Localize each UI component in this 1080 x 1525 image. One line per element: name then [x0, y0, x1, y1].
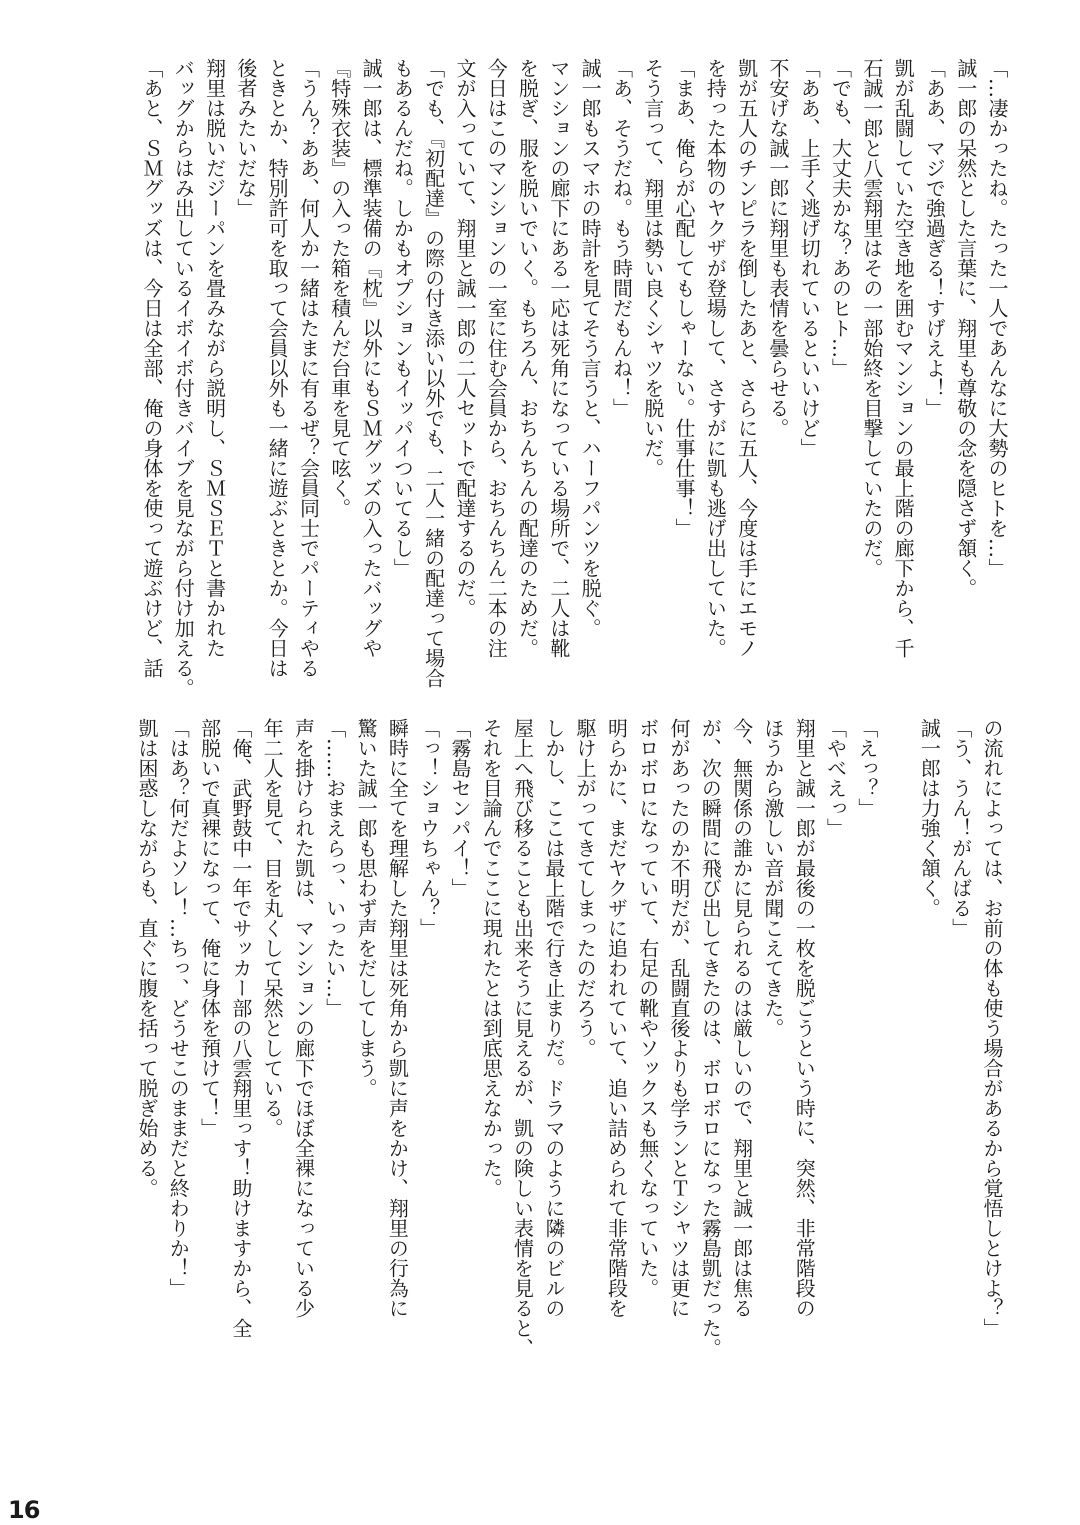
- text-line: 「うん？ああ、何人か一緒はたまに有るぜ？会員同士でパーティやる: [296, 58, 321, 678]
- text-line: 凱が五人のチンピラを倒したあと、さらに五人、今度は手にエモノ: [734, 58, 759, 658]
- text-line: もあるんだね。しかもオプションもイッパイついてるし」: [390, 58, 415, 578]
- page-number: 16: [8, 1496, 40, 1524]
- text-line: 不安げな誠一郎に翔里も表情を曇らせる。: [765, 58, 790, 438]
- text-line: 声を掛けられた凱は、マンションの廊下でほぼ全裸になっている少: [291, 718, 316, 1318]
- text-line: ときとか、特別許可を取って会員以外も一緒に遊ぶときとか。今日は: [265, 58, 290, 678]
- text-line: それを目論んでここに現れたとは到底思えなかった。: [479, 718, 504, 1198]
- text-line: 瞬時に全てを理解した翔里は死角から凱に声をかけ、翔里の行為に: [385, 718, 410, 1318]
- text-line: 誠一郎は力強く頷く。: [917, 718, 942, 918]
- text-line: 翔里は脱いだジーパンを畳みながら説明し、ＳＭＳＥＴと書かれた: [202, 58, 227, 658]
- text-line: 「えっ？」: [854, 718, 879, 818]
- text-line: バッグからはみ出しているイボイボ付きバイブを見ながら付け加える。: [171, 58, 196, 698]
- text-line: そう言って、翔里は勢い良くシャツを脱いだ。: [640, 58, 665, 478]
- text-line: 誠一郎の呆然とした言葉に、翔里も尊敬の念を隠さず頷く。: [953, 58, 978, 598]
- text-line: しかし、ここは最上階で行き止まりだ。ドラマのように隣のビルの: [541, 718, 566, 1318]
- text-block-top: [136, 58, 1012, 708]
- text-line: 駆け上がってきてしまったのだろう。: [573, 718, 598, 1058]
- text-line: 部脱いで真裸になって、俺に身体を預けて！」: [197, 718, 222, 1138]
- text-line: 誠一郎は、標準装備の『枕』以外にもＳＭグッズの入ったバッグや: [359, 58, 384, 658]
- text-line: が、次の瞬間に飛び出してきたのは、ボロボロになった霧島凱だった。: [698, 718, 723, 1358]
- text-line: を持った本物のヤクザが登場して、さすがに凱も逃げ出していた。: [703, 58, 728, 658]
- text-line: 「霧島センパイ！」: [447, 718, 472, 898]
- text-line: 「う、うん！がんばる」: [948, 718, 973, 938]
- text-line: 凱が乱闘していた空き地を囲むマンションの最上階の廊下から、千: [891, 58, 916, 658]
- text-line: を脱ぎ、服を脱いでいく。もちろん、おちんちんの配達のためだ。: [515, 58, 540, 658]
- text-line: 翔里と誠一郎が最後の一枚を脱ごうという時に、突然、非常階段の: [792, 718, 817, 1318]
- text-line: 「でも、『初配達』の際の付き添い以外でも、二人一緒の配達って場合: [421, 58, 446, 688]
- text-line: 「っ！ショウちゃん？」: [416, 718, 441, 938]
- text-line: 「…凄かったね。たった一人であんなに大勢のヒトを…」: [985, 58, 1009, 578]
- text-line: 「俺、武野鼓中一年でサッカー部の八雲翔里っす！助けますから、全: [228, 718, 253, 1338]
- text-line: 「ああ、マジで強過ぎる！すげえよ！」: [922, 58, 947, 418]
- text-line: 誠一郎もスマホの時計を見てそう言うと、ハーフパンツを脱ぐ。: [578, 58, 603, 638]
- text-line: 今、無関係の誰かに見られるのは厳しいので、翔里と誠一郎は焦る: [729, 718, 754, 1318]
- text-line: 「でも、大丈夫かな？あのヒト…」: [828, 58, 853, 378]
- text-line: 「あ、そうだね。もう時間だもんね！」: [609, 58, 634, 418]
- text-line: 後者みたいだな」: [233, 58, 258, 218]
- text-line: 「はあ？何だよソレ！…ちっ、どうせこのままだと終わりか！」: [166, 718, 191, 1298]
- text-line: 年二人を見て、目を丸くして呆然としている。: [260, 718, 285, 1138]
- text-line: 「あと、ＳＭグッズは、今日は全部、俺の身体を使って遊ぶけど、話: [139, 58, 164, 678]
- text-line: 何があったのか不明だが、乱闘直後よりも学ランとＴシャツは更に: [667, 718, 692, 1318]
- text-line: 今日はこのマンションの一室に住む会員から、おちんちん二本の注: [484, 58, 509, 658]
- text-line: 「……おまえらっ、いったい…」: [322, 718, 347, 1018]
- text-line: 『特殊衣装』の入った箱を積んだ台車を見て呟く。: [327, 58, 352, 518]
- text-line: マンションの廊下にある一応は死角になっている場所で、二人は靴: [546, 58, 571, 658]
- text-line: の流れによっては、お前の体も使う場合があるから覚悟しとけよ？」: [980, 718, 1004, 1338]
- text-line: 「ああ、上手く逃げ切れているといいけど」: [797, 58, 822, 458]
- text-line: 「やべえっ」: [823, 718, 848, 838]
- text-line: 凱は困惑しながらも、直ぐに腹を括って脱ぎ始める。: [134, 718, 159, 1198]
- text-block-bottom: [131, 718, 1007, 1368]
- text-line: ほうから激しい音が聞こえてきた。: [760, 718, 785, 1038]
- text-line: 驚いた誠一郎も思わず声をだしてしまう。: [354, 718, 379, 1098]
- text-line: [882, 718, 913, 1368]
- text-line: 明らかに、まだヤクザに追われていて、追い詰められて非常階段を: [604, 718, 629, 1318]
- text-line: 「まあ、俺らが心配してもしゃーない。仕事仕事！」: [672, 58, 697, 538]
- text-line: ボロボロになっていて、右足の靴やソックスも無くなっていた。: [635, 718, 660, 1298]
- text-line: 石誠一郎と八雲翔里はその一部始終を目撃していたのだ。: [859, 58, 884, 578]
- text-line: 文が入っていて、翔里と誠一郎の二人セットで配達するのだ。: [452, 58, 477, 618]
- text-line: 屋上へ飛び移ることも出来そうに見えるが、凱の険しい表情を見ると、: [510, 718, 535, 1358]
